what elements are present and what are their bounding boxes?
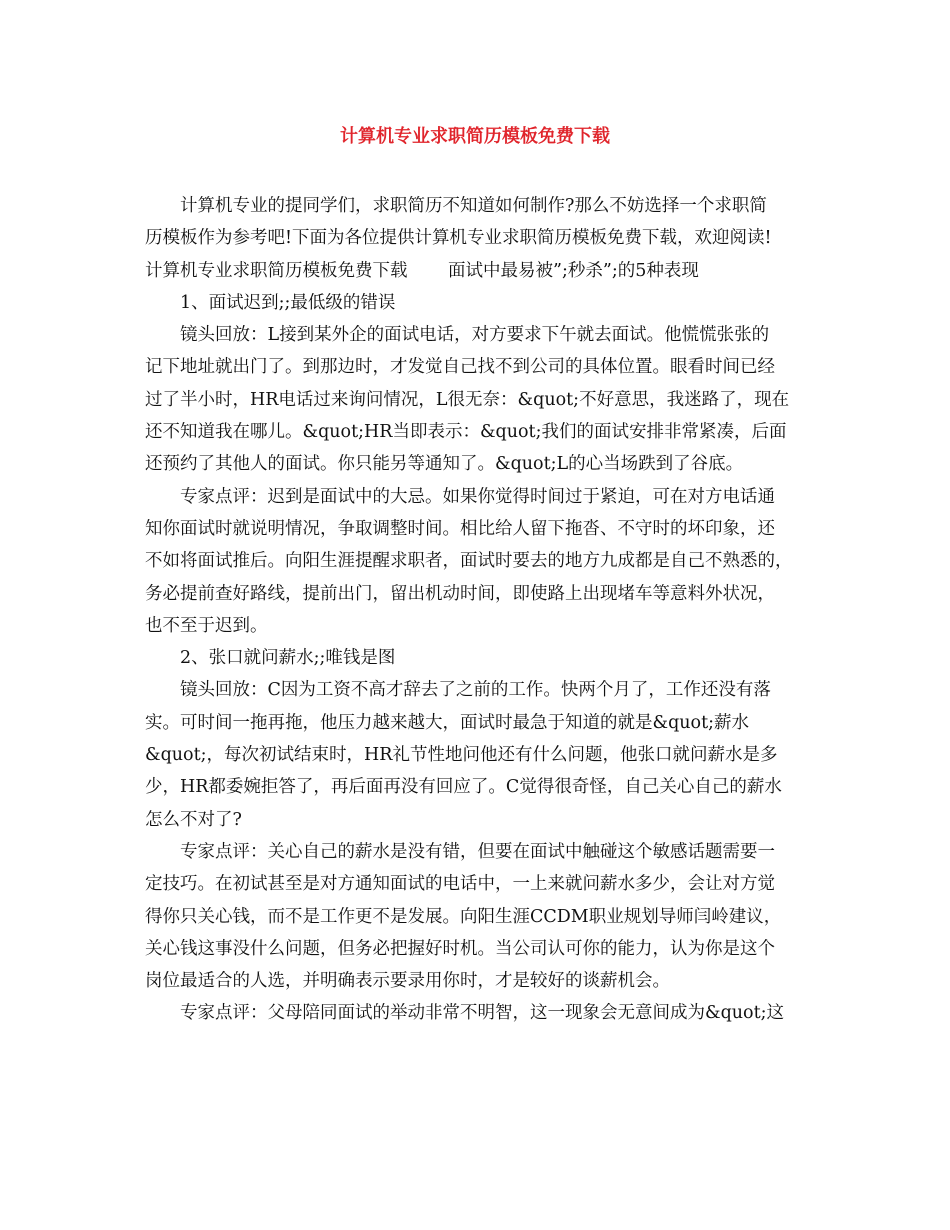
text-line: 历模板作为参考吧!下面为各位提供计算机专业求职简历模板免费下载，欢迎阅读! [145,228,772,249]
text-line: 务必提前查好路线，提前出门，留出机动时间，即使路上出现堵车等意料外状况， [145,583,775,604]
text-line: 专家点评：父母陪同面试的举动非常不明智，这一现象会无意间成为&quot;这 [180,1003,785,1024]
text-line: 也不至于迟到。 [145,615,268,636]
document-title: 计算机专业求职简历模板免费下载 [340,126,610,147]
text-line: 关心钱这事没什么问题，但务必把握好时机。当公司认可你的能力，认为你是这个 [145,938,775,959]
text-line: 专家点评：关心自己的薪水是没有错，但要在面试中触碰这个敏感话题需要一 [180,841,775,862]
text-line: 镜头回放：C因为工资不高才辞去了之前的工作。快两个月了，工作还没有落 [180,680,771,701]
text-line: 计算机专业求职简历模板免费下载 面试中最易被”;秒杀”;的5种表现 [145,260,699,281]
text-line: 记下地址就出门了。到那边时，才发觉自己找不到公司的具体位置。眼看时间已经 [145,357,775,378]
text-line: 岗位最适合的人选，并明确表示要录用你时，才是较好的谈薪机会。 [145,971,670,992]
text-line: 计算机专业的提同学们，求职简历不知道如何制作?那么不妨选择一个求职简 [180,196,767,216]
text-line: 专家点评：迟到是面试中的大忌。如果你觉得时间过于紧迫，可在对方电话通 [180,486,775,507]
text-line: 定技巧。在初试甚至是对方通知面试的电话中，一上来就问薪水多少，会让对方觉 [145,874,775,895]
text-line: 得你只关心钱，而不是工作更不是发展。向阳生涯CCDM职业规划导师闫岭建议， [145,906,782,927]
text-line: 少，HR都委婉拒答了，再后面再没有回应了。C觉得很奇怪，自己关心自己的薪水 [145,777,782,798]
text-line: 过了半小时，HR电话过来询问情况，L很无奈：&quot;不好意思，我迷路了，现在 [145,389,790,410]
text-line: 知你面试时就说明情况，争取调整时间。相比给人留下拖沓、不守时的坏印象，还 [145,518,775,539]
document-body [145,190,825,1030]
text-line: 不如将面试推后。向阳生涯提醒求职者，面试时要去的地方九成都是自己不熟悉的， [145,551,793,572]
text-line: 镜头回放：L接到某外企的面试电话，对方要求下午就去面试。他慌慌张张的 [180,325,770,346]
text-line: 2、张口就问薪水;;唯钱是图 [180,648,396,669]
text-line: 还不知道我在哪儿。&quot;HR当即表示：&quot;我们的面试安排非常紧凑，后面 [145,422,787,443]
text-line: 还预约了其他人的面试。你只能另等通知了。&quot;L的心当场跌到了谷底。 [145,454,744,475]
text-line: 实。可时间一拖再拖，他压力越来越大，面试时最急于知道的就是&quot;薪水 [145,712,750,733]
text-line: 1、面试迟到;;最低级的错误 [180,292,396,313]
text-line: 怎么不对了? [145,809,242,830]
text-line: &quot;，每次初试结束时，HR礼节性地问他还有什么问题，他张口就问薪水是多 [145,745,778,766]
